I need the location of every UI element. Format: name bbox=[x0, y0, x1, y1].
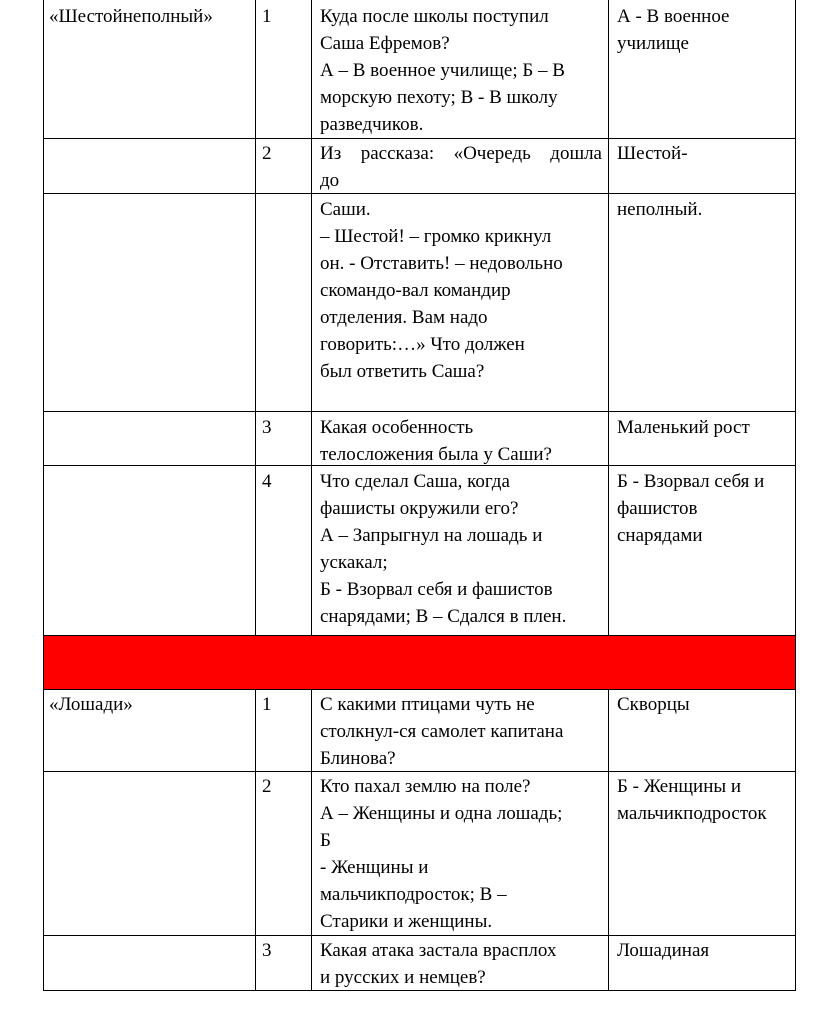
question-text: Саши. – Шестой! – громко крикнул он. - Отставить! – недовольно скомандо-вал командир отделения. Вам надо говорить:…» Что должен был ответить Саша? bbox=[320, 199, 563, 382]
col-divider-1a bbox=[255, 0, 256, 635]
answer-text: Б - Женщины и мальчикподросток bbox=[617, 776, 767, 824]
question-text: Какая атака застала врасплох и русских и немцев? bbox=[320, 940, 557, 988]
question-number: 2 bbox=[262, 776, 272, 797]
story-title: «Шестойнеполный» bbox=[49, 6, 213, 27]
col-divider-2a bbox=[311, 0, 312, 635]
question-number: 2 bbox=[262, 143, 272, 164]
question-number: 4 bbox=[262, 471, 272, 492]
table-border-right bbox=[795, 0, 796, 991]
question-number: 1 bbox=[262, 6, 272, 27]
question-text: Из рассказа: «Очередь дошла до bbox=[320, 143, 602, 191]
col-divider-3a bbox=[608, 0, 609, 635]
row-divider-8 bbox=[43, 935, 796, 936]
row-divider-1 bbox=[43, 138, 796, 139]
question-text: Кто пахал землю на поле? А – Женщины и одна лошадь; Б - Женщины и мальчикподросток; В – Старики и женщины. bbox=[320, 776, 563, 932]
question-number: 3 bbox=[262, 417, 272, 438]
answer-text: Маленький рост bbox=[617, 417, 750, 438]
row-divider-3 bbox=[43, 411, 796, 412]
answer-text: Б - Взорвал себя и фашистов снарядами bbox=[617, 471, 765, 546]
row-divider-5 bbox=[43, 635, 796, 636]
table-border-left bbox=[43, 0, 44, 991]
red-separator-band bbox=[43, 635, 795, 689]
row-divider-6 bbox=[43, 689, 796, 690]
question-number: 3 bbox=[262, 940, 272, 961]
question-text: С какими птицами чуть не столкнул-ся самолет капитана Блинова? bbox=[320, 694, 564, 769]
col-divider-1b bbox=[255, 689, 256, 991]
col-divider-2b bbox=[311, 689, 312, 991]
question-text: Какая особенность телосложения была у Саши? bbox=[320, 417, 552, 465]
answer-text: Лошадиная bbox=[617, 940, 710, 961]
col-divider-3b bbox=[608, 689, 609, 991]
question-number: 1 bbox=[262, 694, 272, 715]
answer-text: Шестой- bbox=[617, 143, 688, 164]
answer-text: неполный. bbox=[617, 199, 703, 220]
story-title: «Лошади» bbox=[49, 694, 133, 715]
answer-text: А - В военное училище bbox=[617, 6, 730, 54]
answer-text: Скворцы bbox=[617, 694, 690, 715]
question-text: Что сделал Саша, когда фашисты окружили его? А – Запрыгнул на лошадь и ускакал; Б - Взорвал себя и фашистов снарядами; В – Сдался в плен. bbox=[320, 471, 567, 627]
question-text: Куда после школы поступил Саша Ефремов? А – В военное училище; Б – В морскую пехоту; В - В школу разведчиков. bbox=[320, 6, 565, 135]
